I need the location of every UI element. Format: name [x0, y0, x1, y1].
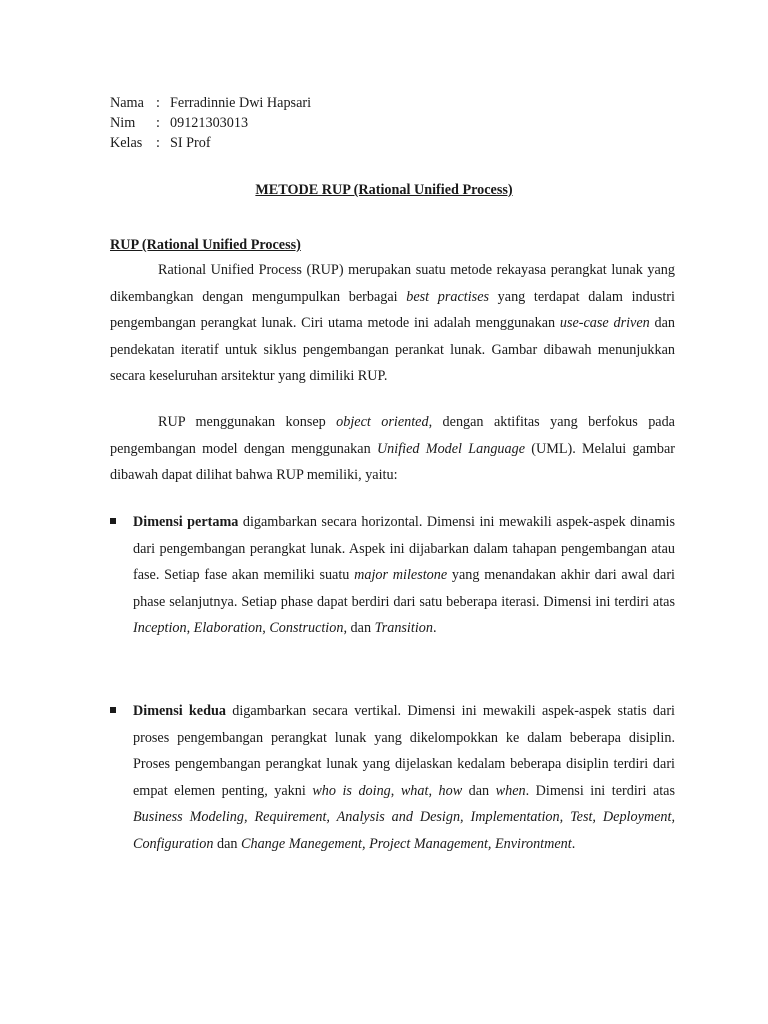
identity-value: SI Prof — [170, 135, 211, 151]
square-bullet-icon — [110, 707, 116, 713]
italic-term: Construction — [269, 620, 344, 636]
identity-value: Ferradinnie Dwi Hapsari — [170, 95, 312, 111]
bullet-item-dimensi-pertama — [110, 509, 675, 642]
paragraph-rup-definition — [110, 257, 675, 390]
text-run: RUP menggunakan konsep — [158, 414, 337, 430]
paragraph-rup-concept — [110, 409, 675, 489]
italic-term: how — [438, 782, 463, 799]
bold-term: Dimensi pertama — [133, 514, 239, 530]
bullet-list — [110, 509, 675, 642]
italic-term: Elaboration — [193, 620, 263, 636]
text-run: , — [428, 782, 439, 799]
text-run: dan pendekatan iteratif untuk siklus pengembangan perankat lunak. Gambar dibawah menunjukkan secara keseluruhan arsitektur yang dimiliki RUP. — [110, 315, 675, 384]
italic-term: Change Manegement, Project Management, Environtment — [241, 835, 572, 852]
identity-block — [110, 93, 311, 153]
text-run: digambarkan secara vertikal. Dimensi ini mewakili aspek-aspek statis dari proses pengembangan perangkat lunak yang dikelompokkan ke dalam beberapa disiplin. Proses pengembangan perangkat lunak yang dijelaskan kedalam beberapa disiplin terdiri dari empat elemen penting, yakni — [133, 703, 675, 799]
text-run: dan — [213, 835, 242, 852]
bullet-text — [133, 514, 675, 636]
italic-term: Unified Model Language — [376, 440, 526, 457]
italic-term: what — [400, 782, 429, 799]
identity-colon: : — [156, 95, 160, 111]
italic-term: Transition — [374, 620, 433, 636]
italic-term: object oriented — [336, 414, 429, 430]
identity-label: Nim — [110, 115, 136, 131]
section-heading: RUP (Rational Unified Process) — [110, 237, 301, 253]
text-run: , dengan aktifitas yang berfokus pada pengembangan model dengan menggunakan — [110, 414, 675, 457]
text-run: . — [432, 620, 437, 636]
bullet-text — [133, 703, 675, 852]
identity-row-kelas — [110, 133, 311, 153]
identity-row-nama — [110, 93, 311, 113]
square-bullet-icon — [110, 518, 116, 524]
italic-term: Inception — [133, 620, 187, 636]
text-run: , — [262, 620, 270, 636]
text-run: , dan — [343, 620, 375, 636]
italic-term: major milestone — [354, 567, 448, 583]
bullet-list — [110, 698, 675, 857]
document-title: METODE RUP (Rational Unified Process) — [255, 182, 513, 198]
italic-term: use-case driven — [559, 315, 650, 331]
bullet-item-dimensi-kedua — [110, 698, 675, 857]
text-run: dan — [462, 782, 496, 799]
identity-colon: : — [156, 135, 160, 151]
text-run: digambarkan secara horizontal. Dimensi ini mewakili aspek-aspek dinamis dari pengembangan perangkat lunak. Aspek ini dijabarkan dalam tahapan pengembangan atau fase. Setiap fase akan memiliki suatu — [133, 514, 675, 583]
italic-term: who is doing — [312, 782, 391, 799]
text-run: Rational Unified Process (RUP) merupakan suatu metode rekayasa perangkat lunak yang dikembangkan dengan mengumpulkan berbagai — [110, 262, 675, 305]
italic-term: Business Modeling, Requirement, Analysis and Design, Implementation, Test, Deployment, Configuration — [133, 809, 675, 852]
identity-colon: : — [156, 115, 160, 131]
identity-value: 09121303013 — [170, 115, 249, 131]
text-run: yang menandakan akhir dari awal dari phase selanjutnya. Setiap phase dapat berdiri dari satu beberapa iterasi. Dimensi ini terdiri atas — [133, 567, 675, 610]
identity-label: Kelas — [110, 135, 143, 151]
text-run: , — [390, 782, 401, 799]
text-run: , — [186, 620, 194, 636]
italic-term: when — [495, 782, 526, 799]
identity-label: Nama — [110, 95, 144, 111]
text-run: yang terdapat dalam industri pengembangan perangkat lunak. Ciri utama metode ini adalah menggunakan — [110, 288, 675, 331]
text-run: . Dimensi ini terdiri atas — [525, 782, 676, 799]
italic-term: best practises — [406, 288, 490, 305]
bold-term: Dimensi kedua — [133, 703, 226, 719]
text-run: (UML). Melalui gambar dibawah dapat dilihat bahwa RUP memiliki, yaitu: — [110, 440, 675, 483]
identity-row-nim — [110, 113, 311, 133]
text-run: . — [571, 835, 576, 852]
